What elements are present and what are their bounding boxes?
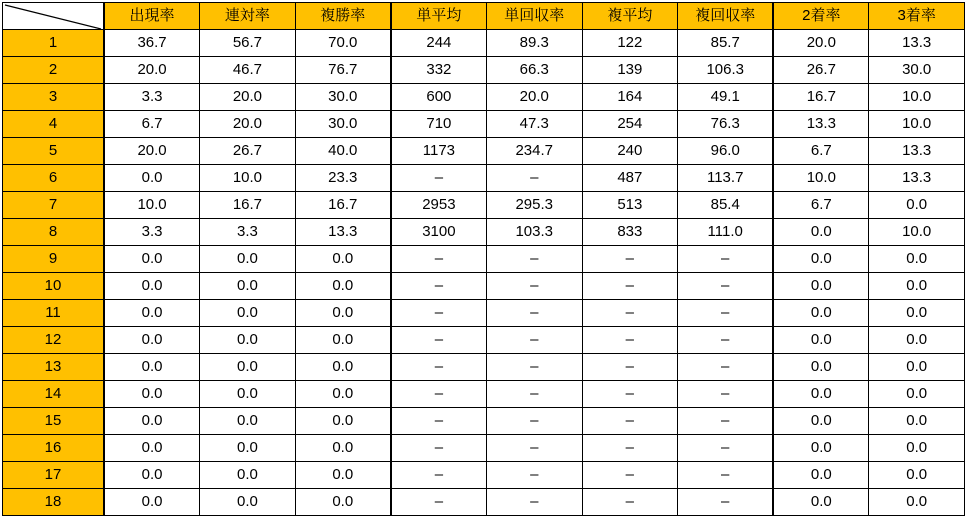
cell-r13-c7: – [678,354,774,381]
cell-r15-c9: 0.0 [869,408,965,435]
cell-r4-c3: 30.0 [295,111,391,138]
cell-r13-c3: 0.0 [295,354,391,381]
cell-r10-c7: – [678,273,774,300]
cell-r2-c3: 76.7 [295,57,391,84]
cell-r3-c3: 30.0 [295,84,391,111]
cell-r2-c8: 26.7 [773,57,869,84]
cell-r7-c5: 295.3 [486,192,582,219]
cell-r15-c2: 0.0 [200,408,296,435]
cell-r7-c3: 16.7 [295,192,391,219]
cell-r9-c7: – [678,246,774,273]
cell-r7-c6: 513 [582,192,678,219]
cell-r14-c4: – [391,381,487,408]
cell-r11-c3: 0.0 [295,300,391,327]
cell-r2-c7: 106.3 [678,57,774,84]
cell-r13-c8: 0.0 [773,354,869,381]
cell-r5-c8: 6.7 [773,138,869,165]
cell-r8-c5: 103.3 [486,219,582,246]
header-row [3,3,965,30]
cell-r3-c8: 16.7 [773,84,869,111]
row-label: 3 [3,84,105,111]
cell-r18-c2: 0.0 [200,489,296,516]
cell-r15-c4: – [391,408,487,435]
cell-r9-c4: – [391,246,487,273]
cell-r16-c6: – [582,435,678,462]
cell-r11-c1: 0.0 [104,300,200,327]
cell-r4-c9: 10.0 [869,111,965,138]
cell-r3-c6: 164 [582,84,678,111]
cell-r7-c1: 10.0 [104,192,200,219]
cell-r13-c6: – [582,354,678,381]
cell-r1-c2: 56.7 [200,30,296,57]
cell-r6-c3: 23.3 [295,165,391,192]
table-row [3,30,965,57]
statistics-table [2,2,965,516]
cell-r1-c6: 122 [582,30,678,57]
row-label: 12 [3,327,105,354]
cell-r6-c2: 10.0 [200,165,296,192]
table-row [3,192,965,219]
cell-r12-c1: 0.0 [104,327,200,354]
cell-r9-c3: 0.0 [295,246,391,273]
cell-r4-c4: 710 [391,111,487,138]
cell-r16-c3: 0.0 [295,435,391,462]
cell-r14-c3: 0.0 [295,381,391,408]
cell-r17-c5: – [486,462,582,489]
column-header-1: 出現率 [104,3,200,30]
table-row [3,435,965,462]
cell-r7-c4: 2953 [391,192,487,219]
cell-r15-c7: – [678,408,774,435]
cell-r9-c8: 0.0 [773,246,869,273]
cell-r14-c7: – [678,381,774,408]
table-row [3,408,965,435]
cell-r9-c5: – [486,246,582,273]
cell-r12-c3: 0.0 [295,327,391,354]
cell-r12-c8: 0.0 [773,327,869,354]
column-header-3: 複勝率 [295,3,391,30]
cell-r2-c2: 46.7 [200,57,296,84]
cell-r7-c9: 0.0 [869,192,965,219]
cell-r5-c1: 20.0 [104,138,200,165]
column-header-4: 単平均 [391,3,487,30]
column-header-2: 連対率 [200,3,296,30]
cell-r16-c2: 0.0 [200,435,296,462]
cell-r15-c8: 0.0 [773,408,869,435]
cell-r1-c8: 20.0 [773,30,869,57]
cell-r13-c5: – [486,354,582,381]
cell-r11-c2: 0.0 [200,300,296,327]
cell-r5-c2: 26.7 [200,138,296,165]
table-row [3,354,965,381]
cell-r6-c1: 0.0 [104,165,200,192]
cell-r18-c5: – [486,489,582,516]
cell-r12-c9: 0.0 [869,327,965,354]
row-label: 4 [3,111,105,138]
cell-r2-c1: 20.0 [104,57,200,84]
row-label: 8 [3,219,105,246]
cell-r8-c4: 3100 [391,219,487,246]
cell-r11-c6: – [582,300,678,327]
cell-r10-c8: 0.0 [773,273,869,300]
cell-r3-c5: 20.0 [486,84,582,111]
cell-r8-c9: 10.0 [869,219,965,246]
cell-r12-c5: – [486,327,582,354]
cell-r7-c2: 16.7 [200,192,296,219]
cell-r17-c3: 0.0 [295,462,391,489]
row-label: 1 [3,30,105,57]
table-row [3,219,965,246]
table-row [3,111,965,138]
row-label: 17 [3,462,105,489]
cell-r18-c6: – [582,489,678,516]
cell-r17-c6: – [582,462,678,489]
cell-r15-c3: 0.0 [295,408,391,435]
table-row [3,489,965,516]
row-label: 9 [3,246,105,273]
cell-r17-c2: 0.0 [200,462,296,489]
table-body [3,30,965,516]
cell-r14-c9: 0.0 [869,381,965,408]
cell-r4-c7: 76.3 [678,111,774,138]
cell-r8-c7: 111.0 [678,219,774,246]
cell-r12-c6: – [582,327,678,354]
cell-r5-c9: 13.3 [869,138,965,165]
cell-r1-c5: 89.3 [486,30,582,57]
cell-r12-c2: 0.0 [200,327,296,354]
cell-r17-c9: 0.0 [869,462,965,489]
cell-r4-c8: 13.3 [773,111,869,138]
cell-r14-c6: – [582,381,678,408]
cell-r1-c4: 244 [391,30,487,57]
cell-r6-c7: 113.7 [678,165,774,192]
cell-r17-c4: – [391,462,487,489]
cell-r16-c9: 0.0 [869,435,965,462]
row-label: 13 [3,354,105,381]
cell-r18-c1: 0.0 [104,489,200,516]
cell-r3-c7: 49.1 [678,84,774,111]
cell-r6-c5: – [486,165,582,192]
cell-r11-c8: 0.0 [773,300,869,327]
cell-r16-c8: 0.0 [773,435,869,462]
cell-r2-c6: 139 [582,57,678,84]
table-row [3,84,965,111]
cell-r10-c4: – [391,273,487,300]
cell-r15-c5: – [486,408,582,435]
cell-r10-c6: – [582,273,678,300]
cell-r8-c3: 13.3 [295,219,391,246]
table-row [3,165,965,192]
cell-r16-c5: – [486,435,582,462]
column-header-5: 単回収率 [486,3,582,30]
table-row [3,246,965,273]
cell-r14-c1: 0.0 [104,381,200,408]
cell-r4-c2: 20.0 [200,111,296,138]
column-header-7: 複回収率 [678,3,774,30]
cell-r16-c4: – [391,435,487,462]
cell-r17-c1: 0.0 [104,462,200,489]
cell-r9-c2: 0.0 [200,246,296,273]
cell-r3-c2: 20.0 [200,84,296,111]
cell-r17-c8: 0.0 [773,462,869,489]
cell-r2-c4: 332 [391,57,487,84]
table-row [3,462,965,489]
cell-r12-c4: – [391,327,487,354]
cell-r5-c6: 240 [582,138,678,165]
row-label: 6 [3,165,105,192]
cell-r11-c7: – [678,300,774,327]
cell-r13-c1: 0.0 [104,354,200,381]
cell-r15-c6: – [582,408,678,435]
cell-r13-c4: – [391,354,487,381]
cell-r10-c1: 0.0 [104,273,200,300]
row-label: 16 [3,435,105,462]
cell-r14-c2: 0.0 [200,381,296,408]
row-label: 2 [3,57,105,84]
cell-r5-c4: 1173 [391,138,487,165]
row-label: 7 [3,192,105,219]
cell-r8-c8: 0.0 [773,219,869,246]
row-label: 14 [3,381,105,408]
corner-cell [3,3,105,30]
cell-r16-c1: 0.0 [104,435,200,462]
cell-r5-c5: 234.7 [486,138,582,165]
cell-r9-c6: – [582,246,678,273]
cell-r1-c9: 13.3 [869,30,965,57]
cell-r1-c3: 70.0 [295,30,391,57]
diagonal-slash-icon [3,3,103,29]
table-row [3,327,965,354]
cell-r1-c1: 36.7 [104,30,200,57]
cell-r10-c5: – [486,273,582,300]
cell-r4-c5: 47.3 [486,111,582,138]
column-header-8: 2着率 [773,3,869,30]
cell-r13-c2: 0.0 [200,354,296,381]
cell-r6-c8: 10.0 [773,165,869,192]
cell-r18-c8: 0.0 [773,489,869,516]
cell-r16-c7: – [678,435,774,462]
cell-r2-c5: 66.3 [486,57,582,84]
cell-r3-c1: 3.3 [104,84,200,111]
cell-r6-c6: 487 [582,165,678,192]
row-label: 11 [3,300,105,327]
cell-r3-c9: 10.0 [869,84,965,111]
cell-r10-c3: 0.0 [295,273,391,300]
cell-r18-c9: 0.0 [869,489,965,516]
cell-r9-c9: 0.0 [869,246,965,273]
cell-r8-c6: 833 [582,219,678,246]
row-label: 5 [3,138,105,165]
cell-r8-c1: 3.3 [104,219,200,246]
cell-r5-c7: 96.0 [678,138,774,165]
table-row [3,57,965,84]
cell-r6-c4: – [391,165,487,192]
table-row [3,273,965,300]
cell-r18-c4: – [391,489,487,516]
cell-r14-c8: 0.0 [773,381,869,408]
cell-r2-c9: 30.0 [869,57,965,84]
cell-r4-c6: 254 [582,111,678,138]
cell-r6-c9: 13.3 [869,165,965,192]
cell-r13-c9: 0.0 [869,354,965,381]
cell-r4-c1: 6.7 [104,111,200,138]
table-row [3,381,965,408]
row-label: 10 [3,273,105,300]
cell-r11-c5: – [486,300,582,327]
cell-r15-c1: 0.0 [104,408,200,435]
row-label: 15 [3,408,105,435]
cell-r11-c4: – [391,300,487,327]
cell-r7-c8: 6.7 [773,192,869,219]
row-label: 18 [3,489,105,516]
cell-r8-c2: 3.3 [200,219,296,246]
cell-r14-c5: – [486,381,582,408]
cell-r10-c2: 0.0 [200,273,296,300]
table-row [3,138,965,165]
cell-r18-c3: 0.0 [295,489,391,516]
cell-r7-c7: 85.4 [678,192,774,219]
table-header [3,3,965,30]
cell-r18-c7: – [678,489,774,516]
cell-r9-c1: 0.0 [104,246,200,273]
cell-r17-c7: – [678,462,774,489]
cell-r10-c9: 0.0 [869,273,965,300]
table-row [3,300,965,327]
cell-r5-c3: 40.0 [295,138,391,165]
cell-r1-c7: 85.7 [678,30,774,57]
column-header-9: 3着率 [869,3,965,30]
stats-table-container [0,2,967,510]
cell-r3-c4: 600 [391,84,487,111]
column-header-6: 複平均 [582,3,678,30]
cell-r11-c9: 0.0 [869,300,965,327]
cell-r12-c7: – [678,327,774,354]
